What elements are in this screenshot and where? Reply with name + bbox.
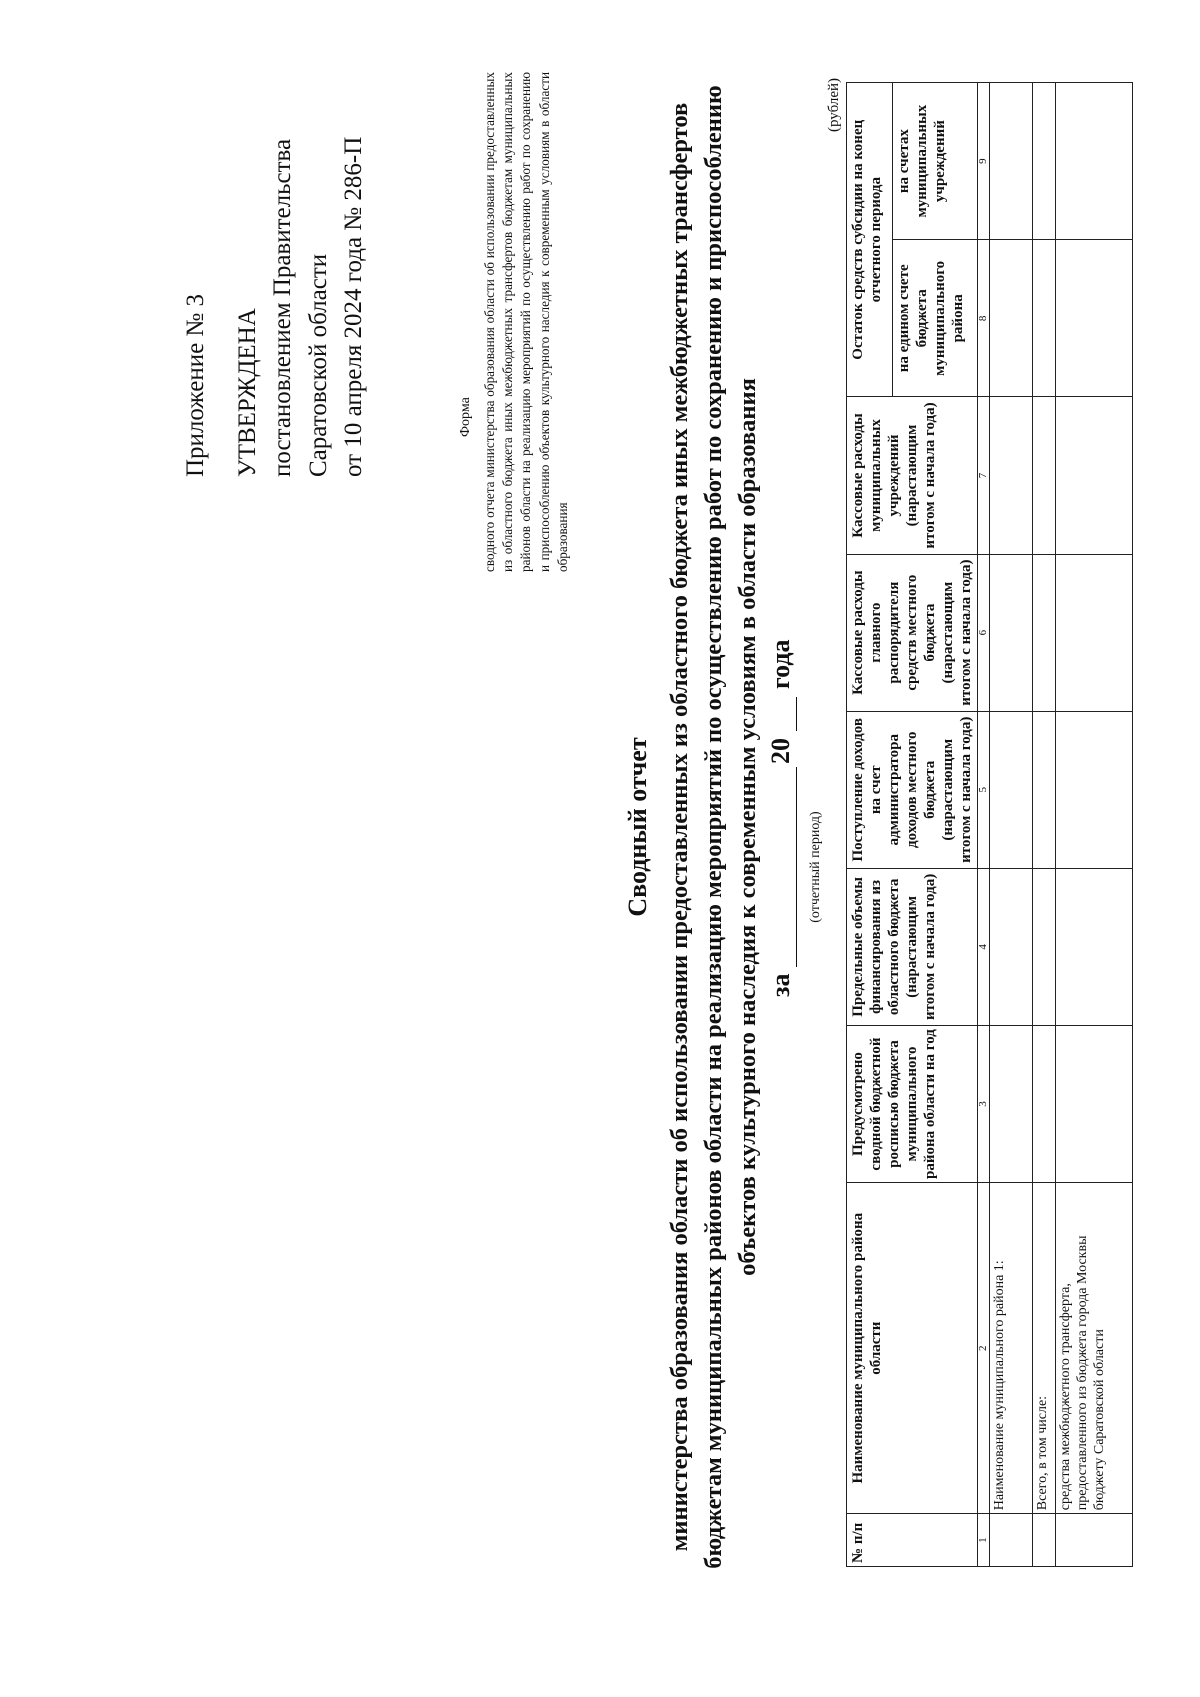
table-row [1056, 83, 1133, 1567]
table-cell [1056, 1514, 1133, 1567]
header-cash-expenses-manager: Кассовые расходы главного распорядителя средств местного бюджета (нарастающим итогом с начала года) [847, 554, 978, 711]
table-cell [1033, 1025, 1056, 1182]
header-balance-institution-accounts: на счетах муниципальных учреждений [892, 83, 977, 240]
table-cell [1056, 868, 1133, 1025]
year-blank-line [796, 697, 797, 731]
table-cell [990, 240, 1033, 397]
row-label: Наименование муниципального района 1: [990, 1183, 1033, 1514]
year-suffix: года [766, 639, 795, 689]
table-cell [990, 711, 1033, 868]
approval-line-2: Саратовской области [304, 253, 332, 477]
table-cell [1056, 397, 1133, 554]
table-cell [1056, 711, 1133, 868]
approval-block [178, 77, 372, 477]
table-cell [1033, 397, 1056, 554]
table-cell [990, 397, 1033, 554]
appendix-label: Приложение № 3 [182, 293, 209, 477]
column-number: 2 [978, 1183, 990, 1514]
header-planned: Предусмотрено сводной бюджетной росписью бюджета муниципального района области на год [847, 1025, 978, 1182]
column-number: 4 [978, 868, 990, 1025]
table-cell [1056, 240, 1133, 397]
table-cell [1056, 554, 1133, 711]
header-receipts: Поступление доходов на счет администратора доходов местного бюджета (нарастающим итогом с начала года) [847, 711, 978, 868]
table-cell [1056, 1025, 1133, 1182]
units-label: (рублей) [826, 77, 842, 132]
table-cell [990, 83, 1033, 240]
rotated-page [83, 57, 1193, 1597]
table-row [990, 83, 1033, 1567]
table-cell [1056, 83, 1133, 240]
column-numbers-row [978, 83, 990, 1567]
header-limits: Предельные объемы финансирования из областного бюджета (нарастающим итогом с начала года) [847, 868, 978, 1025]
header-balance-single-account: на едином счете бюджета муниципального района [892, 240, 977, 397]
approval-line-1: постановлением Правительства [269, 138, 296, 477]
table-row [1033, 83, 1056, 1567]
table-cell [1033, 240, 1056, 397]
table-cell [990, 868, 1033, 1025]
column-number: 3 [978, 1025, 990, 1182]
column-number: 5 [978, 711, 990, 868]
approved-label: УТВЕРЖДЕНА [233, 308, 261, 477]
column-number: 6 [978, 554, 990, 711]
column-number: 9 [978, 83, 990, 240]
table-cell [1033, 868, 1056, 1025]
header-district-name: Наименование муниципального района области [847, 1183, 978, 1514]
table-cell [990, 1025, 1033, 1182]
header-cash-expenses-institutions: Кассовые расходы муниципальных учреждений (нарастающим итогом с начала года) [847, 397, 978, 554]
approval-line-3: от 10 апреля 2024 года № 286-П [340, 136, 367, 477]
period-prefix: за [766, 973, 795, 997]
table-cell [990, 1514, 1033, 1567]
table-cell [1033, 83, 1056, 240]
document-title: Сводный отчет [623, 737, 652, 917]
form-description: сводного отчета министерства образования области об использовании предоставленных из областного бюджета иных межбюджетных трансфертов бюджетам муниципальных районов области на реализацию мероприятий по осуществлению работ по сохранению и приспособлению объектов культурного наследия к современным условиям в области образования [482, 72, 570, 572]
table-header-row [847, 83, 893, 1567]
column-number: 8 [978, 240, 990, 397]
period-caption: (отчетный период) [808, 811, 823, 923]
year-prefix: 20 [766, 738, 795, 764]
period-blank-line [796, 767, 797, 967]
document-subtitle: министерства образования области об использовании предоставленных из областного бюджета иных межбюджетных трансфертов бюджетам муниципальных районов области на реализацию мероприятий по осуществлению работ по сохранению и приспособлению объектов культурного наследия к современным условиям в области образования [666, 85, 761, 1569]
row-label: средства межбюджетного трансферта, предоставленного из бюджета города Москвы бюджету Саратовской области [1056, 1183, 1133, 1514]
header-balance-group: Остаток средств субсидии на конец отчетного периода [847, 83, 893, 397]
report-table [846, 82, 1133, 1567]
column-number: 7 [978, 397, 990, 554]
column-number: 1 [978, 1514, 990, 1567]
table-cell [1033, 711, 1056, 868]
table-cell [990, 554, 1033, 711]
header-number: № п/п [847, 1514, 978, 1567]
table-cell [1033, 554, 1056, 711]
table-cell [1033, 1514, 1056, 1567]
form-label: Форма [458, 397, 473, 437]
row-label: Всего, в том числе: [1033, 1183, 1056, 1514]
